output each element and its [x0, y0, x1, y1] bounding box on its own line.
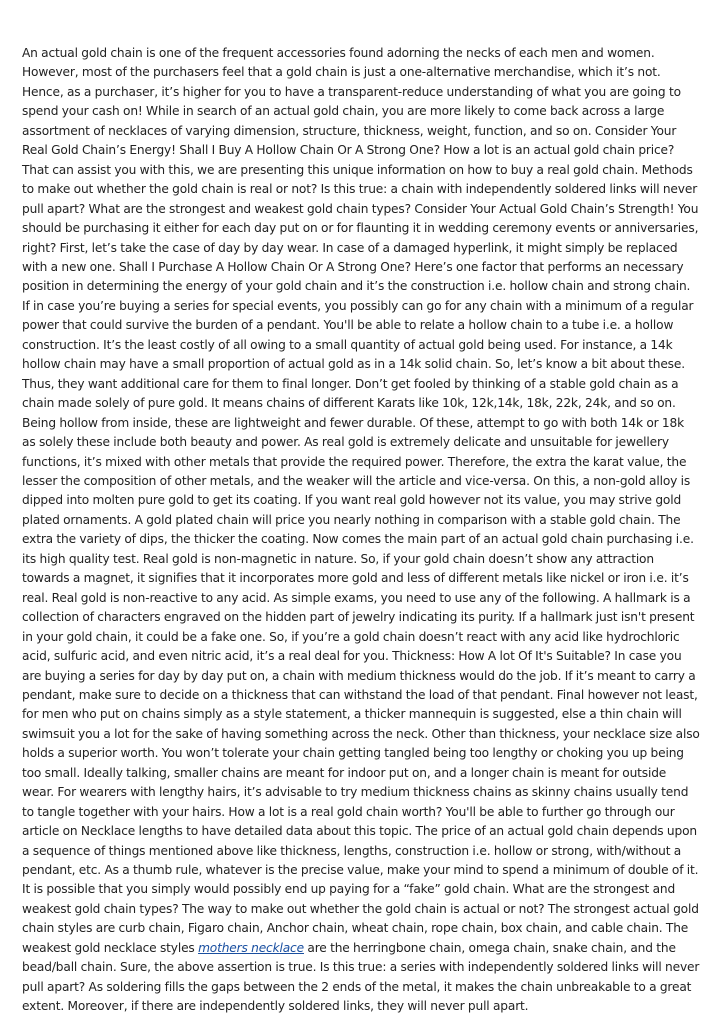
article-text-before-link: An actual gold chain is one of the frequent accessories found adorning the necks of each men and women. However, most of the purchasers feel that a gold chain is just a one-alternative merchandise, which it’s not. Hence, as a purchaser, it’s higher for you to have a transparent-reduce understanding of what you are going to spend your cash on! While in search of an actual gold chain, you are more likely to come back across a large assortment of necklaces of varying dimension, structure, thickness, weight, function, and so on. Consider Your Real Gold Chain’s Energy! Shall I Buy A Hollow Chain Or A Strong One? How a lot is an actual gold chain price? That can assist you with this, we are presenting this unique information on how to buy a real gold chain. Methods to make out whether the gold chain is real or not? Is this true: a chain with independently soldered links will never pull apart? What are the strongest and weakest gold chain types? Consider Your Actual Gold Chain’s Strength! You should be purchasing it either for each day put on or for flaunting it in wedding ceremony events or anniversaries, right? First, let’s take the case of day by day wear. In case of a damaged hyperlink, it might simply be replaced with a new one. Shall I Purchase A Hollow Chain Or A Strong One? Here’s one factor that performs an necessary position in determining the energy of your gold chain and it’s the construction i.e. hollow chain and strong chain. If in case you’re buying a series for special events, you possibly can go for any chain with a minimum of a regular power that could survive the burden of a pendant. You'll be able to relate a hollow chain to a tube i.e. a hollow construction. It’s the least costly of all owing to a small quantity of actual gold being used. For instance, a 14k hollow chain may have a small proportion of actual gold as in a 14k solid chain. So, let’s know a bit about these. Thus, they want additional care for them to final longer. Don’t get fooled by thinking of a stable gold chain as a chain made solely of pure gold. It means chains of different Karats like 10k, 12k,14k, 18k, 22k, 24k, and so on. Being hollow from inside, these are lightweight and fewer durable. Of these, attempt to go with both 14k or 18k as solely these include both beauty and power. As real gold is extremely delicate and unsuitable for jewellery functions, it’s mixed with other metals that provide the required power. Therefore, the extra the karat value, the lesser the composition of other metals, and the weaker will the article and vice-versa. On this, a non-gold alloy is dipped into molten pure gold to get its coating. If you want real gold however not its value, you may strive gold plated ornaments. A gold plated chain will price you nearly nothing in comparison with a stable gold chain. The extra the variety of dips, the thicker the coating. Now comes the main part of an actual gold chain purchasing i.e. its high quality test. Real gold is non-magnetic in nature. So, if your gold chain doesn’t show any attraction towards a magnet, it signifies that it incorporates more gold and less of different metals like nickel or iron i.e. it’s real. Real gold is non-reactive to any acid. As simple exams, you need to use any of the following. A hallmark is a collection of characters engraved on the hidden part of jewelry indicating its purity. If a hallmark just isn't present in your gold chain, it could be a fake one. So, if you’re a gold chain doesn’t react with any acid like hydrochloric acid, sulfuric acid, and even nitric acid, it’s a real deal for you. Thickness: How A lot Of It's Suitable? In case you are buying a series for day by day put on, a chain with medium thickness would do the job. If it’s meant to carry a pendant, make sure to decide on a thickness that can withstand the load of that pendant. Final however not least, for men who put on chains simply as a style statement, a thicker mannequin is suggested, else a thin chain will swimsuit you a lot for the sake of having something across the neck. Other than thickness, your necklace size also holds a superior worth. You won’t tolerate your chain getting tangled being too lengthy or choking you up being too small. Ideally talking, smaller chains are meant for indoor put on, and a longer chain is meant for outside wear. For wearers with lengthy hairs, it’s advisable to try medium thickness chains as skinny chains usually tend to tangle together with your hairs. How a lot is a real gold chain worth? You'll be able to further go through our article on Necklace lengths to have detailed data about this topic. The price of an actual gold chain depends upon a sequence of things mentioned above like thickness, lengths, construction i.e. hollow or strong, with/without a pendant, etc. As a thumb rule, whatever is the precise value, make your mind to spend a minimum of double of it. It is possible that you simply would possibly end up paying for a “fake” gold chain. What are the strongest and weakest gold chain types? The way to make out whether the gold chain is actual or not? The strongest actual gold chain styles are curb chain, Figaro chain, Anchor chain, wheat chain, rope chain, box chain, and cable chain. The weakest gold necklace styles: [22, 46, 700, 955]
article-text-after-link: are the herringbone chain, omega chain, snake chain, and the bead/ball chain. Sure, the above assertion is true. Is this true: a series with independently soldered links will never pull apart? As soldering fills the gaps between the 2 ends of the metal, it makes the chain unbreakable to a great extent. Moreover, if there are independently soldered links, they will never pull apart.: [22, 940, 700, 1014]
article-body: [22, 44, 700, 1017]
article-paragraph: [22, 44, 700, 1017]
mothers-necklace-link[interactable]: mothers necklace: [198, 940, 304, 955]
